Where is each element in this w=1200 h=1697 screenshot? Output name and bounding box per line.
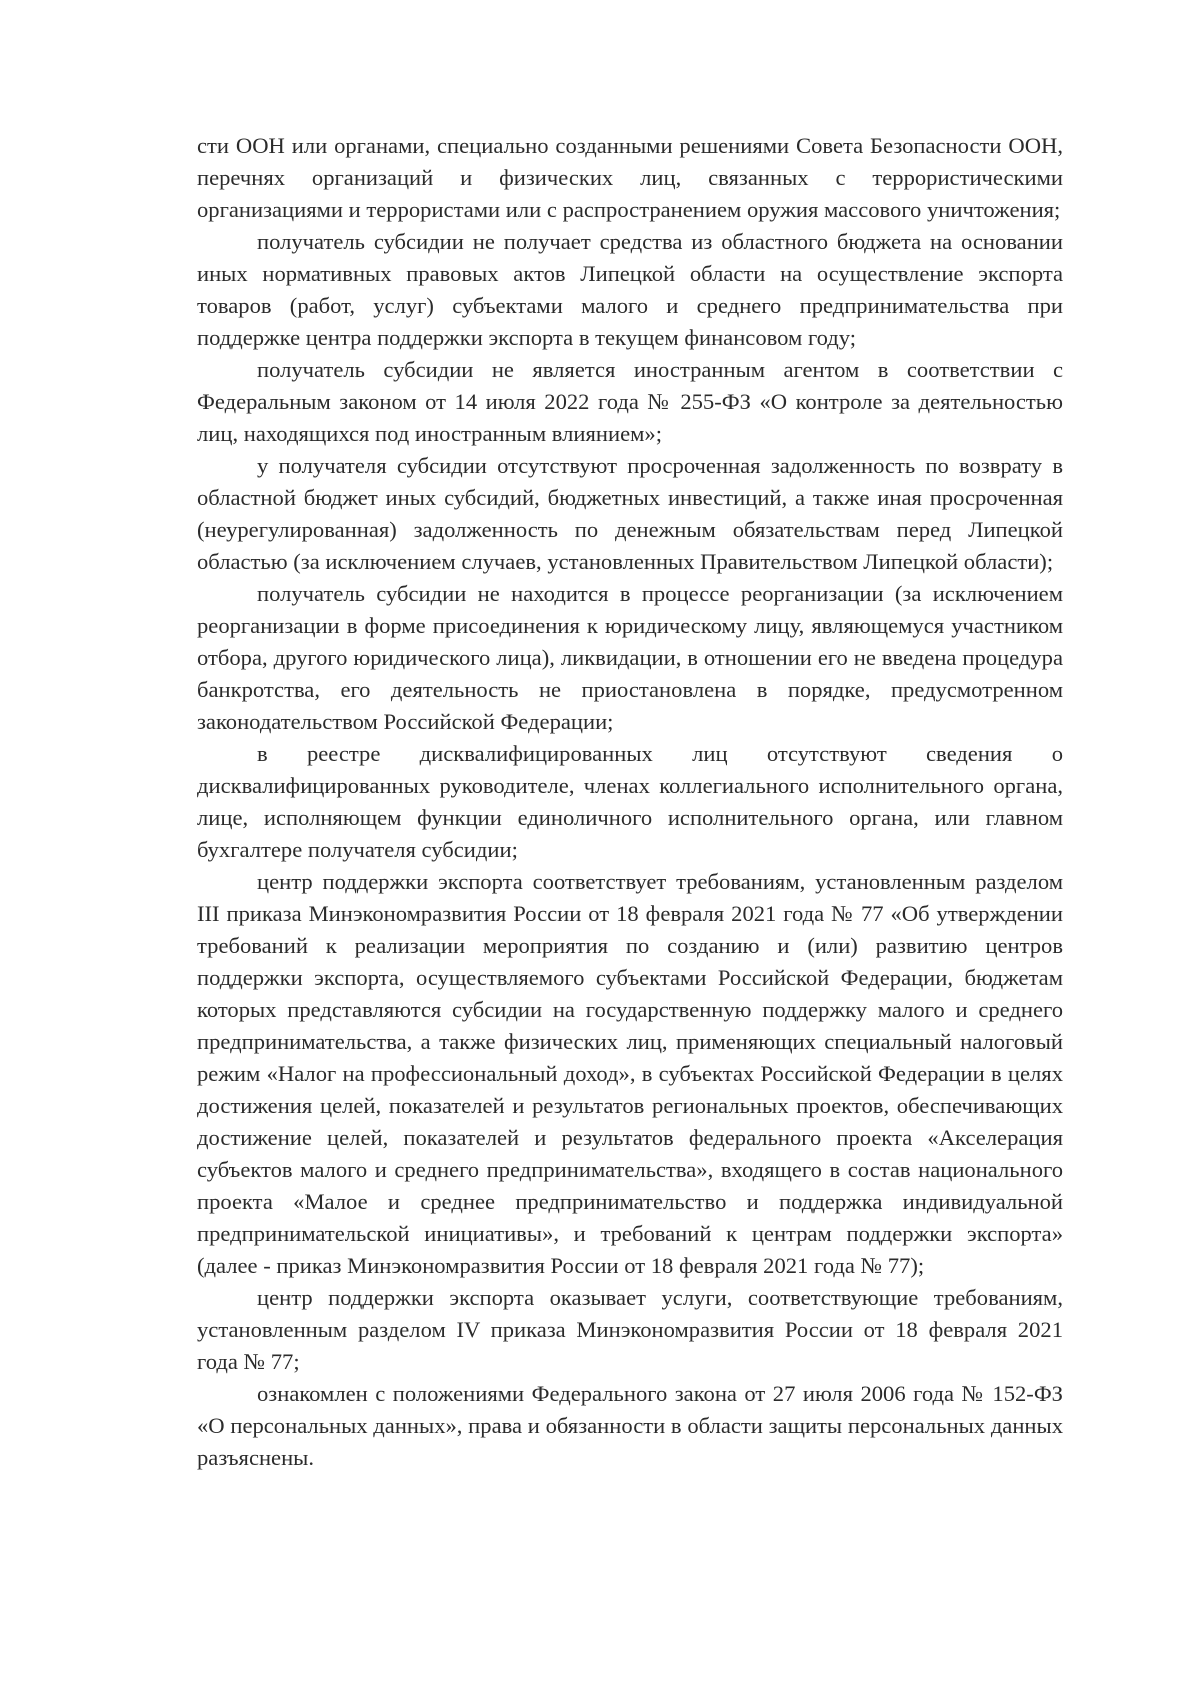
document-body [197, 130, 1063, 1474]
paragraph-no-reorganization: получатель субсидии не находится в процессе реорганизации (за исключением реорганизации в форме присоединения к юридическому лицу, являющемуся участником отбора, другого юридического лица), ликвидации, в отношении его не введена процедура банкротства, его деятельность не приостановлена в порядке, предусмотренном законодательством Российской Федерации; [197, 581, 1063, 734]
paragraph-personal-data-law: ознакомлен с положениями Федерального закона от 27 июля 2006 года № 152-ФЗ «О персональных данных», права и обязанности в области защиты персональных данных разъяснены. [197, 1381, 1063, 1470]
paragraph-export-center-requirements: центр поддержки экспорта соответствует требованиям, установленным разделом III приказа Минэкономразвития России от 18 февраля 2021 года № 77 «Об утверждении требований к реализации мероприятия по созданию и (или) развитию центров поддержки экспорта, осуществляемого субъектами Российской Федерации, бюджетам которых представляются субсидии на государственную поддержку малого и среднего предпринимательства, а также физических лиц, применяющих специальный налоговый режим «Налог на профессиональный доход», в субъектах Российской Федерации в целях достижения целей, показателей и результатов региональных проектов, обеспечивающих достижение целей, показателей и результатов федерального проекта «Акселерация субъектов малого и среднего предпринимательства», входящего в состав национального проекта «Малое и среднее предпринимательство и поддержка индивидуальной предпринимательской инициативы», и требований к центрам поддержки экспорта» (далее - приказ Минэкономразвития России от 18 февраля 2021 года № 77); [197, 869, 1063, 1278]
paragraph-continuation: сти ООН или органами, специально созданными решениями Совета Безопасности ООН, перечнях организаций и физических лиц, связанных с террористическими организациями и террористами или с распространением оружия массового уничтожения; [197, 133, 1063, 222]
paragraph-no-disqualified-persons: в реестре дисквалифицированных лиц отсутствуют сведения о дисквалифицированных руководителе, членах коллегиального исполнительного органа, лице, исполняющем функции единоличного исполнительного органа, или главном бухгалтере получателя субсидии; [197, 741, 1063, 862]
paragraph-no-overdue-debt: у получателя субсидии отсутствуют просроченная задолженность по возврату в областной бюджет иных субсидий, бюджетных инвестиций, а также иная просроченная (неурегулированная) задолженность по денежным обязательствам перед Липецкой областью (за исключением случаев, установленных Правительством Липецкой области); [197, 453, 1063, 574]
paragraph-not-foreign-agent: получатель субсидии не является иностранным агентом в соответствии с Федеральным законом от 14 июля 2022 года № 255-ФЗ «О контроле за деятельностью лиц, находящихся под иностранным влиянием»; [197, 357, 1063, 446]
paragraph-export-center-services: центр поддержки экспорта оказывает услуги, соответствующие требованиям, установленным разделом IV приказа Минэкономразвития России от 18 февраля 2021 года № 77; [197, 1285, 1063, 1374]
paragraph-no-other-budget-funds: получатель субсидии не получает средства из областного бюджета на основании иных нормативных правовых актов Липецкой области на осуществление экспорта товаров (работ, услуг) субъектами малого и среднего предпринимательства при поддержке центра поддержки экспорта в текущем финансовом году; [197, 229, 1063, 350]
